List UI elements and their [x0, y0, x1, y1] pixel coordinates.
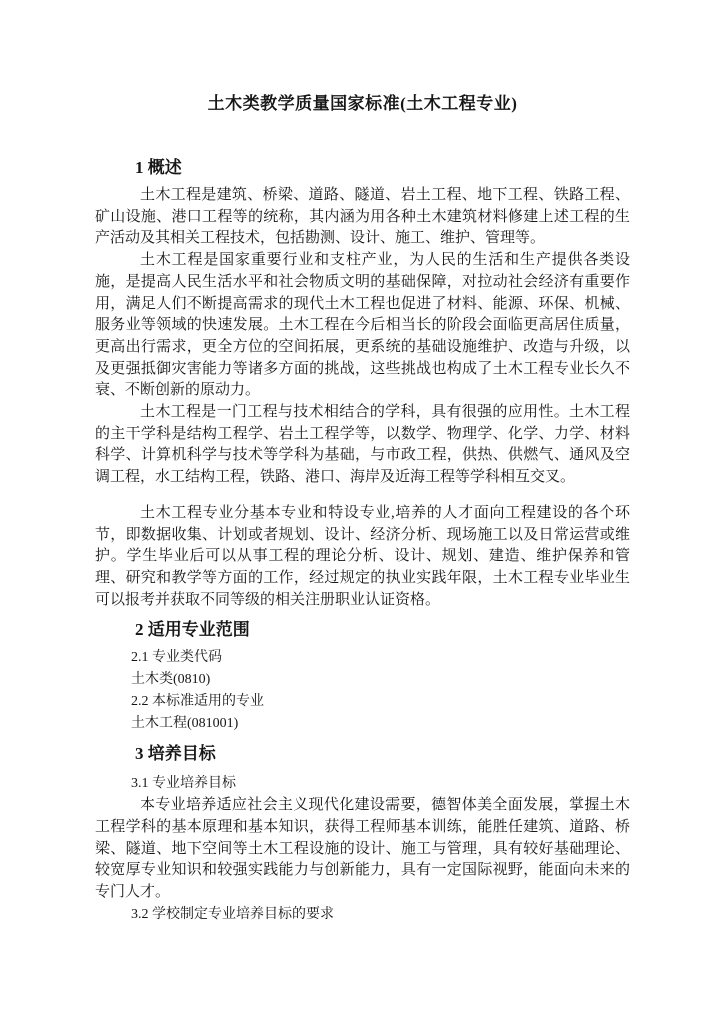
section-heading-applicable-majors: 2 适用专业范围 — [135, 620, 250, 640]
section-heading-training-objectives: 3 培养目标 — [135, 744, 216, 764]
overview-paragraph-4: 土木工程专业分基本专业和特设专业,培养的人才面向工程建设的各个环节，即数据收集、计划或者规划、设计、经济分析、现场施工以及日常运营或维护。学生毕业后可以从事工程的理论分析、设计、规划、建造、维护保养和管理、研究和教学等方面的工作，经过规定的执业实践年限，土木工程专业毕业生可以报考并获取不同等级的相关注册职业认证资格。 — [95, 504, 630, 608]
major-class-code: 土木类(0810) — [131, 672, 211, 688]
subsection-3-2-label: 3.2 学校制定专业培养目标的要求 — [131, 906, 334, 922]
subsection-3-1-label: 3.1 专业培养目标 — [131, 776, 236, 792]
overview-paragraph-3: 土木工程是一门工程与技术相结合的学科，具有很强的应用性。土木工程的主干学科是结构工程学、岩土工程学等，以数学、物理学、化学、力学、材料科学、计算机科学与技术等学科为基础，与市政工程，供热、供燃气、通风及空调工程，水工结构工程，铁路、港口、海岸及近海工程等学科相互交叉。 — [95, 404, 630, 486]
subsection-2-2-label: 2.2 本标准适用的专业 — [131, 694, 264, 710]
overview-paragraph-2: 土木工程是国家重要行业和支柱产业，为人民的生活和生产提供各类设施，是提高人民生活水平和社会物质文明的基础保障，对拉动社会经济有重要作用，满足人们不断提高需求的现代土木工程也促进了材料、能源、环保、机械、服务业等领域的快速发展。土木工程在今后相当长的阶段会面临更高居住质量，更高出行需求，更全方位的空间拓展，更系统的基础设施维护、改造与升级，以及更强抵御灾害能力等诸多方面的挑战，这些挑战也构成了土木工程专业长久不衰、不断创新的原动力。 — [95, 252, 630, 399]
applicable-majors-block — [95, 647, 630, 735]
section-heading-overview: 1 概述 — [135, 158, 182, 177]
overview-paragraph-1: 土木工程是建筑、桥梁、道路、隧道、岩土工程、地下工程、铁路工程、矿山设施、港口工程等的统称，其内涵为用各种土木建筑材料修建上述工程的生产活动及其相关工程技术，包括勘测、设计、施工、维护、管理等。 — [95, 187, 630, 247]
training-objectives-paragraph: 本专业培养适应社会主义现代化建设需要，德智体美全面发展，掌握土木工程学科的基本原理和基本知识，获得工程师基本训练，能胜任建筑、道路、桥梁、隧道、地下空间等土木工程设施的设计、施工与管理，具有较好基础理论、较宽厚专业知识和较强实践能力与创新能力，具有一定国际视野，能面向未来的专门人才。 — [95, 797, 630, 901]
document-content — [95, 93, 630, 926]
subsection-2-1-label: 2.1 专业类代码 — [131, 650, 222, 666]
document-title: 土木类教学质量国家标准(土木工程专业) — [207, 94, 518, 113]
major-code: 土木工程(081001) — [131, 716, 239, 732]
